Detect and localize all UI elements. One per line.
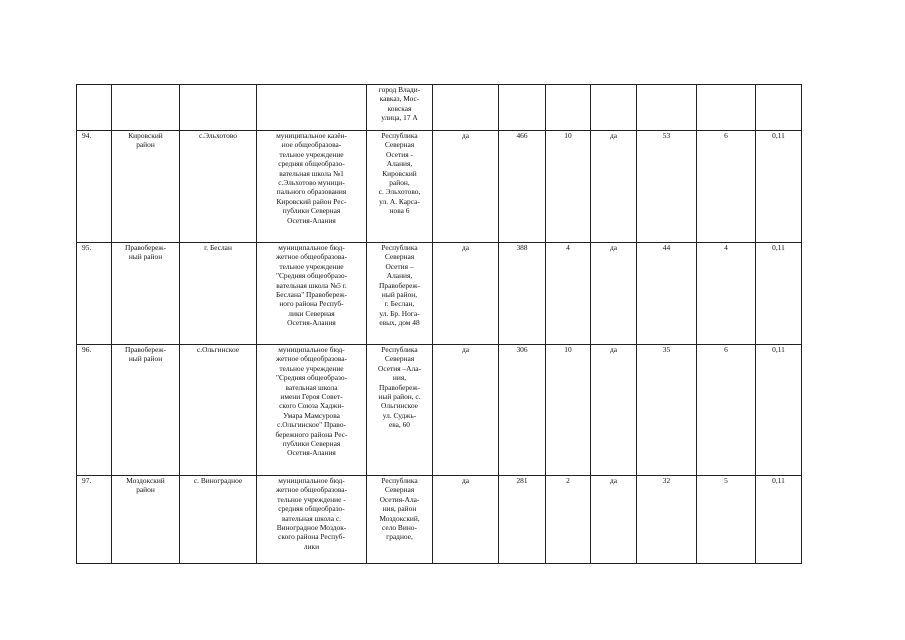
column-6-cell <box>433 85 499 131</box>
cell-line: тельное учреждение - <box>277 494 346 504</box>
address-cell <box>367 476 433 564</box>
cell-line: ского Союза Хаджи- <box>279 401 344 411</box>
cell-line: ул. А. Карса- <box>379 196 420 206</box>
cell-line: город Влади- <box>378 85 421 94</box>
cell-line: кавказ, Мос- <box>379 94 420 104</box>
column-8-cell: 4 <box>546 243 591 345</box>
cell-line: Осетия – <box>385 261 414 271</box>
cell-line: имени Героя Совет- <box>280 392 343 402</box>
cell-line: муниципальное бюд- <box>278 476 345 485</box>
cell-line: ный район, <box>381 290 418 300</box>
cell-line: с.Ольгинское" Право- <box>277 420 346 430</box>
cell-line: г. Беслан <box>204 243 232 252</box>
school-name-cell <box>257 85 367 131</box>
cell-line: жетное общеобразова- <box>276 252 347 262</box>
cell-line: вательная школа №1 <box>279 168 344 178</box>
cell-line: Ольгинское <box>381 401 418 411</box>
column-11-cell: 6 <box>697 131 756 243</box>
cell-line: муниципальное бюд- <box>278 345 345 354</box>
cell-line: ный район <box>128 354 163 364</box>
cell-line: село Вино- <box>382 523 417 533</box>
cell-line: Алания, <box>386 159 413 169</box>
cell-line: Республика <box>381 243 418 252</box>
row-number: 95. <box>77 243 112 345</box>
cell-line: тельное учреждение <box>279 149 344 159</box>
cell-line: вательная школа <box>285 382 338 392</box>
column-12-cell: 0,11 <box>756 131 802 243</box>
cell-line: тельное учреждение <box>279 261 344 271</box>
cell-line: с. Эльхотово, <box>378 187 421 197</box>
cell-line: с.Ольгинское <box>196 345 240 354</box>
cell-line: "Средняя общеобразо- <box>275 373 348 383</box>
cell-line: муниципальное бюд- <box>278 243 345 252</box>
column-9-cell: да <box>591 131 637 243</box>
column-7-cell: 281 <box>499 476 546 564</box>
cell-line: евых, дом 48 <box>379 318 420 328</box>
column-11-cell <box>697 85 756 131</box>
cell-line: жетное общеобразова- <box>276 485 347 495</box>
school-name-cell <box>257 476 367 564</box>
cell-line: с.Эльхотово <box>199 131 237 140</box>
cell-line: муниципальное казён- <box>276 131 347 140</box>
column-8-cell: 2 <box>546 476 591 564</box>
cell-line: Осетия –Ала- <box>378 363 421 373</box>
column-6-cell: да <box>433 476 499 564</box>
cell-line: "Средняя общеобразо- <box>275 271 348 281</box>
cell-line: Северная <box>384 140 415 150</box>
school-name-cell <box>257 131 367 243</box>
cell-line: район, <box>389 178 410 188</box>
column-6-cell: да <box>433 345 499 476</box>
cell-line: Северная <box>384 485 415 495</box>
column-8-cell: 10 <box>546 345 591 476</box>
table-row <box>77 345 802 476</box>
column-12-cell: 0,11 <box>756 476 802 564</box>
cell-line: Моздокский, <box>379 513 420 523</box>
cell-line: Моздокский <box>126 476 165 485</box>
address-cell <box>367 243 433 345</box>
cell-line: с. Виноградное <box>193 476 243 485</box>
cell-line: г. Беслан, <box>384 299 415 309</box>
table-body <box>77 85 802 564</box>
cell-line: ского района Респуб- <box>278 532 345 542</box>
row-number: 97. <box>77 476 112 564</box>
cell-line: средняя общеобразо- <box>278 504 345 514</box>
cell-line: тельное учреждение <box>279 363 344 373</box>
row-number: 94. <box>77 131 112 243</box>
locality-cell <box>180 243 257 345</box>
cell-line: ный район <box>128 252 163 262</box>
district-cell <box>112 345 180 476</box>
column-7-cell: 306 <box>499 345 546 476</box>
table-row <box>77 243 802 345</box>
school-name-cell <box>257 345 367 476</box>
cell-line: ковская <box>387 103 412 113</box>
column-10-cell: 32 <box>637 476 697 564</box>
cell-line: лики <box>303 541 320 551</box>
cell-line: ного района Респуб- <box>279 299 344 309</box>
column-8-cell <box>546 85 591 131</box>
cell-line: средняя общеобразо- <box>278 159 345 169</box>
column-9-cell <box>591 85 637 131</box>
column-10-cell <box>637 85 697 131</box>
cell-line: вательная школа с. <box>282 513 341 523</box>
school-name-cell <box>257 243 367 345</box>
cell-line: Осетия-Алания <box>287 318 336 328</box>
cell-line: Правобереж- <box>379 280 420 290</box>
column-7-cell <box>499 85 546 131</box>
cell-line: публики Северная <box>282 206 341 216</box>
address-cell <box>367 345 433 476</box>
column-7-cell: 466 <box>499 131 546 243</box>
column-10-cell: 44 <box>637 243 697 345</box>
cell-line: лики Северная <box>288 308 335 318</box>
column-7-cell: 388 <box>499 243 546 345</box>
cell-line: ный район, с. <box>378 392 421 402</box>
locality-cell <box>180 345 257 476</box>
table-row <box>77 85 802 131</box>
cell-line: Осетия-Ала- <box>379 494 420 504</box>
locality-cell <box>180 131 257 243</box>
cell-line: Осетия-Алания <box>287 448 336 458</box>
cell-line: Северная <box>384 252 415 262</box>
cell-line: бережного района Рес- <box>275 429 348 439</box>
column-12-cell: 0,11 <box>756 243 802 345</box>
column-11-cell: 6 <box>697 345 756 476</box>
table-row <box>77 131 802 243</box>
cell-line: Беслана" Правобереж- <box>276 290 347 300</box>
cell-line: ул. Суджь- <box>382 410 417 420</box>
column-9-cell: да <box>591 476 637 564</box>
schools-table <box>76 84 802 564</box>
cell-line: Виноградное Моздок- <box>276 523 347 533</box>
district-cell <box>112 243 180 345</box>
column-11-cell: 5 <box>697 476 756 564</box>
cell-line: градное, <box>386 532 413 542</box>
column-12-cell <box>756 85 802 131</box>
column-9-cell: да <box>591 345 637 476</box>
cell-line: ное общеобразова- <box>281 140 342 150</box>
cell-line: район <box>136 485 155 495</box>
cell-line: ния, <box>392 373 407 383</box>
column-11-cell: 4 <box>697 243 756 345</box>
address-cell <box>367 131 433 243</box>
column-10-cell: 35 <box>637 345 697 476</box>
column-12-cell: 0,11 <box>756 345 802 476</box>
district-cell <box>112 476 180 564</box>
cell-line: Республика <box>381 131 418 140</box>
cell-line: Алания, <box>386 271 413 281</box>
cell-line: вательная школа №5 г. <box>276 280 347 290</box>
column-8-cell: 10 <box>546 131 591 243</box>
cell-line: район <box>136 140 155 150</box>
column-6-cell: да <box>433 131 499 243</box>
locality-cell <box>180 476 257 564</box>
row-number: 96. <box>77 345 112 476</box>
cell-line: публики Северная <box>282 439 341 449</box>
cell-line: пального образования <box>276 187 347 197</box>
cell-line: Правобереж- <box>125 243 166 252</box>
row-number <box>77 85 112 131</box>
table-row <box>77 476 802 564</box>
district-cell <box>112 85 180 131</box>
cell-line: ния, район <box>382 504 417 514</box>
cell-line: Кировский район Рес- <box>276 196 347 206</box>
cell-line: Кировский <box>128 131 163 140</box>
cell-line: с.Эльхотово муници- <box>278 178 345 188</box>
column-6-cell: да <box>433 243 499 345</box>
cell-line: Правобереж- <box>379 382 420 392</box>
cell-line: ева, 60 <box>388 420 411 430</box>
column-9-cell: да <box>591 243 637 345</box>
column-10-cell: 53 <box>637 131 697 243</box>
cell-line: Умара Мамсурова <box>283 410 340 420</box>
district-cell <box>112 131 180 243</box>
locality-cell <box>180 85 257 131</box>
cell-line: жетное общеобразова- <box>276 354 347 364</box>
cell-line: Кировский <box>382 168 417 178</box>
cell-line: Северная <box>384 354 415 364</box>
cell-line: улица, 17 А <box>381 113 418 123</box>
cell-line: Осетия - <box>386 149 413 159</box>
address-cell <box>367 85 433 131</box>
cell-line: Республика <box>381 345 418 354</box>
cell-line: Республика <box>381 476 418 485</box>
cell-line: нова 6 <box>389 206 410 216</box>
cell-line: Правобереж- <box>125 345 166 354</box>
cell-line: ул. Бр. Нога- <box>379 308 420 318</box>
cell-line: Осетия-Алания <box>287 215 336 225</box>
